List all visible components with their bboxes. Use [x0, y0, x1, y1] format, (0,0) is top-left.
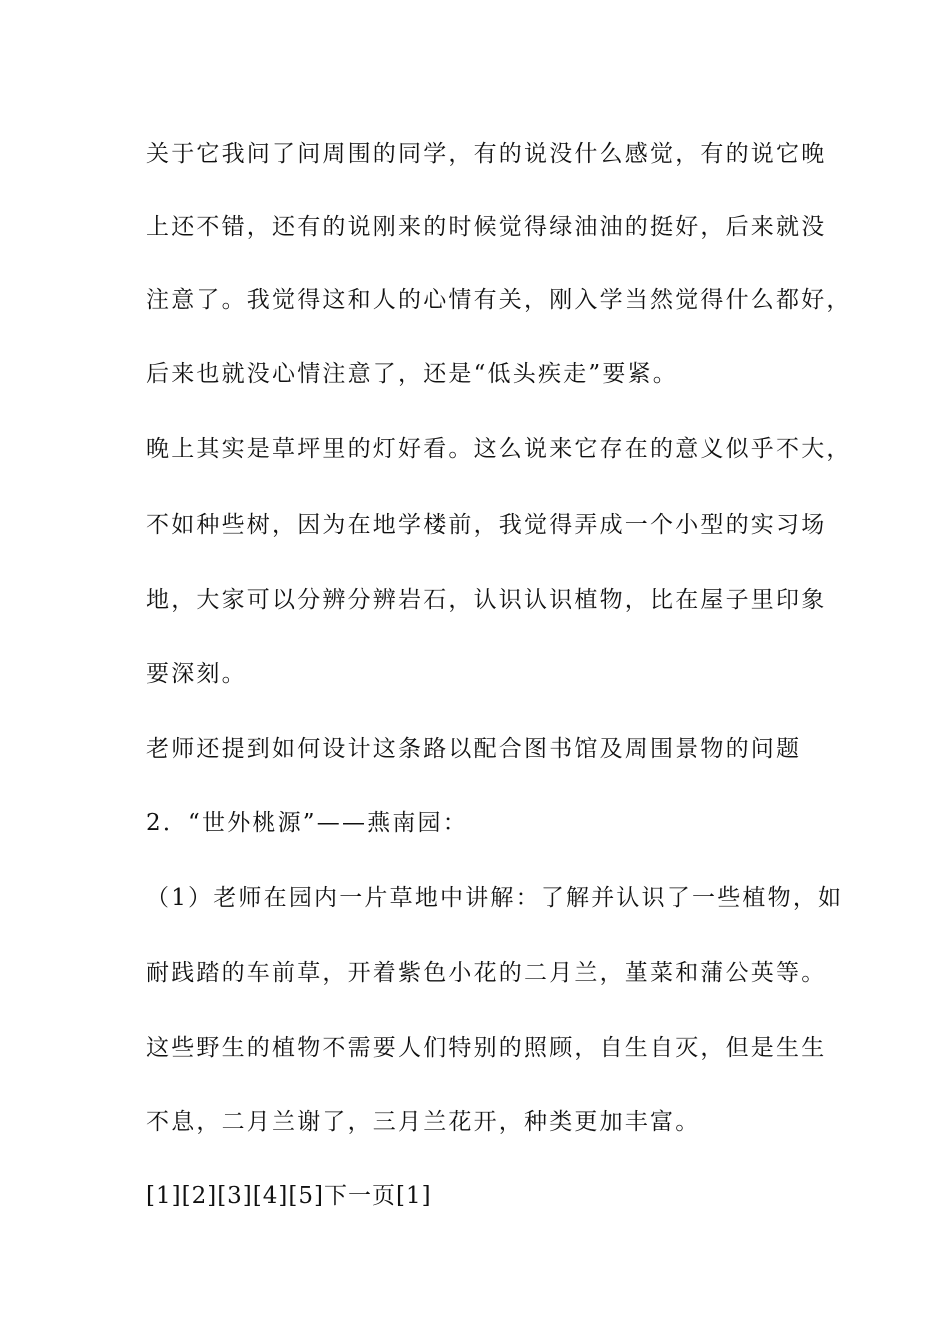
- pagination: [146, 1181, 432, 1211]
- paragraph-line: 注意了。我觉得这和人的心情有关，刚入学当然觉得什么都好，: [146, 287, 852, 313]
- paragraph-line: 地，大家可以分辨分辨岩石，认识认识植物，比在屋子里印象: [146, 587, 827, 613]
- page-link-2[interactable]: [2]: [181, 1183, 218, 1209]
- paragraph-line: 老师还提到如何设计这条路以配合图书馆及周围景物的问题: [146, 736, 802, 762]
- paragraph-line: 要深刻。: [146, 661, 247, 687]
- paragraph-line: （1）老师在园内一片草地中讲解：了解并认识了一些植物，如: [146, 885, 844, 911]
- paragraph-line: 这些野生的植物不需要人们特别的照顾，自生自灭，但是生生: [146, 1035, 827, 1061]
- page-link-1[interactable]: [1]: [146, 1183, 182, 1209]
- paragraph-line: 后来也就没心情注意了，还是“低头疾走”要紧。: [146, 361, 678, 387]
- current-page-link[interactable]: [1]: [395, 1183, 432, 1209]
- paragraph-line: 上还不错，还有的说刚来的时候觉得绿油油的挺好，后来就没: [146, 214, 827, 240]
- paragraph-line: 不如种些树，因为在地学楼前，我觉得弄成一个小型的实习场: [146, 512, 827, 538]
- section-heading: 2．“世外桃源”——燕南园：: [146, 810, 468, 836]
- next-page-link[interactable]: 下一页: [323, 1183, 396, 1209]
- paragraph-line: 不息，二月兰谢了，三月兰花开，种类更加丰富。: [146, 1109, 701, 1135]
- page-link-3[interactable]: [3]: [217, 1183, 253, 1209]
- paragraph-line: 关于它我问了问周围的同学，有的说没什么感觉，有的说它晚: [146, 141, 827, 167]
- page-link-4[interactable]: [4]: [252, 1183, 289, 1209]
- page-link-5[interactable]: [5]: [288, 1183, 324, 1209]
- paragraph-line: 耐践踏的车前草，开着紫色小花的二月兰，堇菜和蒲公英等。: [146, 960, 827, 986]
- paragraph-line: 晚上其实是草坪里的灯好看。这么说来它存在的意义似乎不大，: [146, 436, 852, 462]
